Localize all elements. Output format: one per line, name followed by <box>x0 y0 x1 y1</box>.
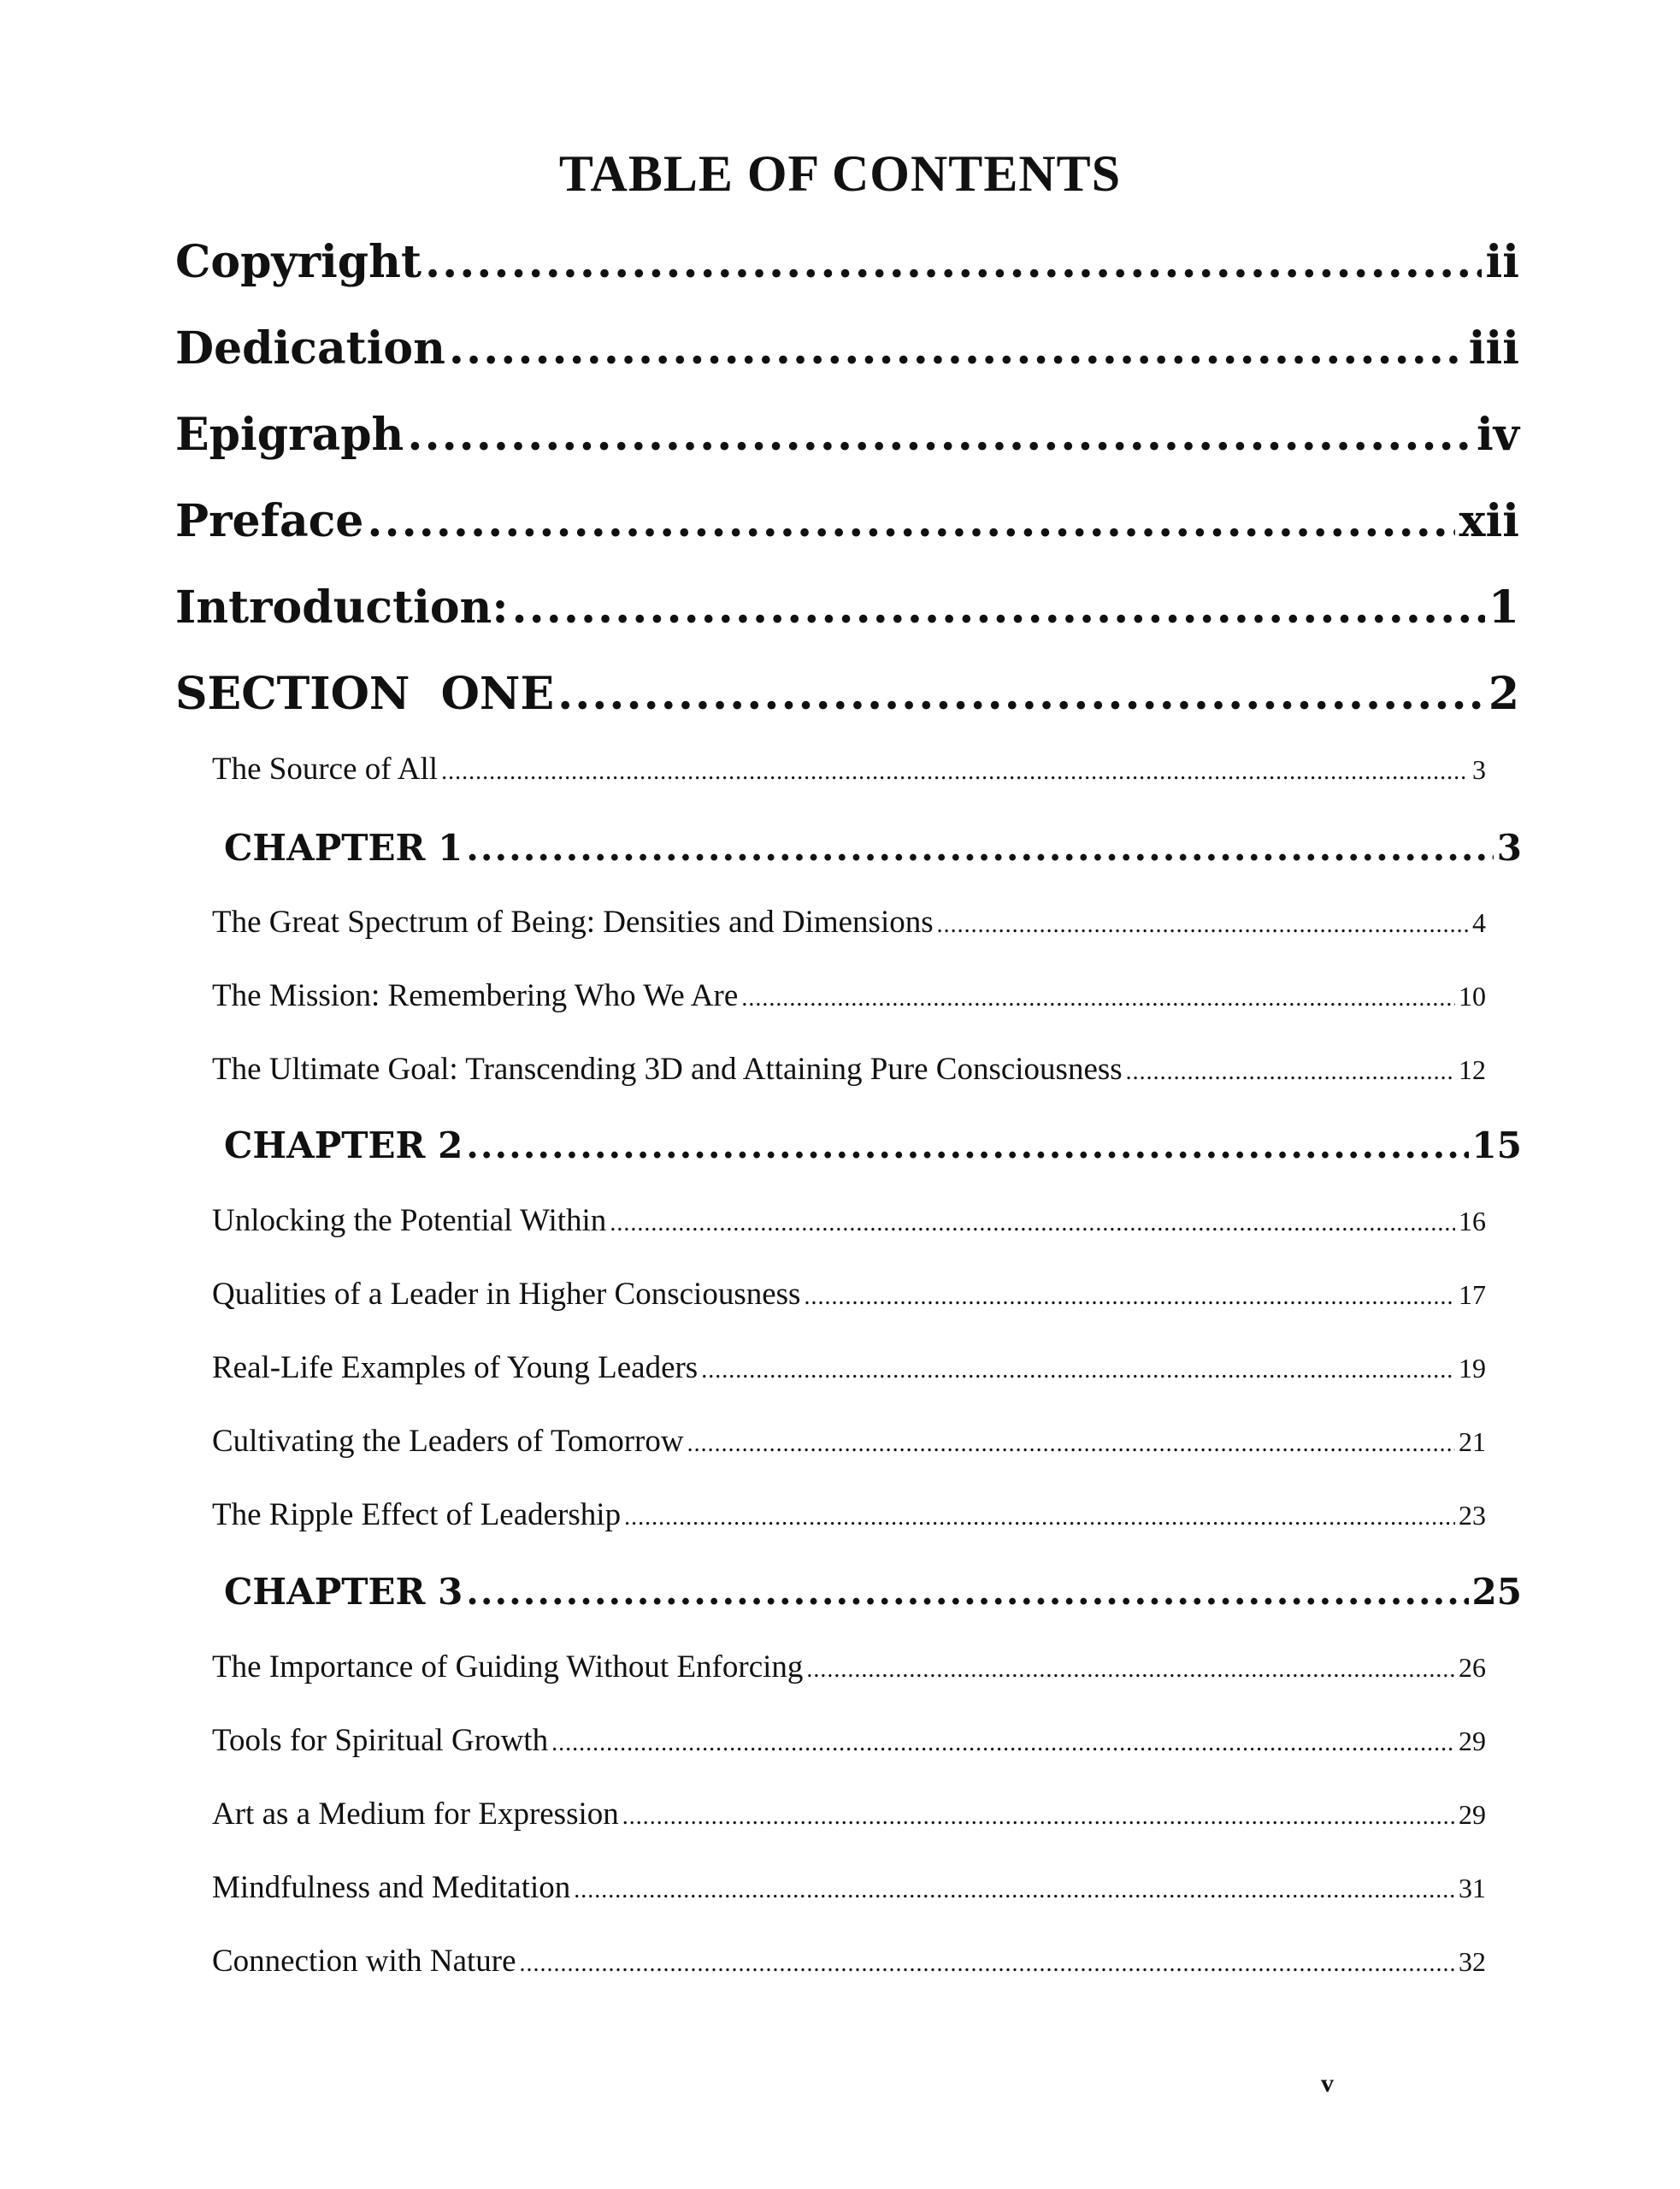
toc-entry-label: Dedication <box>175 322 445 375</box>
toc-entry-ultimate-goal[interactable] <box>212 1050 1486 1092</box>
toc-entry-page: 19 <box>1459 1353 1486 1384</box>
toc-entry-label: The Mission: Remembering Who We Are <box>212 978 739 1013</box>
toc-entry-label: Introduction: <box>175 581 509 634</box>
toc-entry-page: iii <box>1468 322 1519 375</box>
dot-leader <box>806 1650 1455 1690</box>
dot-leader <box>741 979 1455 1018</box>
toc-entry-label: The Great Spectrum of Being: Densities and Dimensions <box>212 905 934 940</box>
page-title: TABLE OF CONTENTS <box>558 145 1122 202</box>
dot-leader <box>804 1277 1455 1317</box>
toc-entry-page: 3 <box>1472 754 1486 785</box>
toc-entry-chapter-2[interactable] <box>224 1123 1522 1169</box>
toc-entry-chapter-1[interactable] <box>224 825 1522 871</box>
toc-entry-dedication[interactable] <box>175 322 1519 376</box>
toc-entry-the-mission[interactable] <box>212 976 1486 1018</box>
toc-entry-page: 16 <box>1459 1206 1486 1236</box>
toc-entry-connection-with-nature[interactable] <box>212 1942 1486 1984</box>
dot-leader <box>407 408 1473 463</box>
toc-entry-page: 2 <box>1488 668 1519 720</box>
toc-entry-label: Real-Life Examples of Young Leaders <box>212 1350 699 1385</box>
toc-entry-great-spectrum[interactable] <box>212 903 1486 945</box>
toc-entry-unlocking-potential[interactable] <box>212 1201 1486 1243</box>
toc-entry-label: CHAPTER 1 <box>224 827 463 869</box>
toc-entry-page: 17 <box>1459 1279 1486 1310</box>
dot-leader <box>1126 1053 1455 1092</box>
toc-entry-page: 12 <box>1459 1054 1486 1085</box>
toc-entry-page: ii <box>1485 236 1519 288</box>
toc-entry-page: 10 <box>1459 981 1486 1012</box>
page-number: v <box>1321 2069 1334 2098</box>
toc-entry-label: The Importance of Guiding Without Enforcing <box>212 1649 804 1685</box>
dot-leader <box>610 1204 1455 1243</box>
toc-entry-label: The Ultimate Goal: Transcending 3D and Attaining Pure Consciousness <box>212 1052 1123 1087</box>
toc-entry-page: xii <box>1459 495 1519 547</box>
toc-entry-label: SECTION ONE <box>175 668 555 720</box>
toc-entry-label: Qualities of a Leader in Higher Consciousness <box>212 1277 801 1312</box>
toc-entry-mindfulness[interactable] <box>212 1868 1486 1910</box>
toc-entry-page: 25 <box>1471 1571 1522 1613</box>
toc-entry-page: iv <box>1477 409 1519 461</box>
toc-entry-source-of-all[interactable] <box>212 750 1486 792</box>
toc-entry-label: The Ripple Effect of Leadership <box>212 1497 622 1532</box>
toc-entry-label: Preface <box>175 495 364 547</box>
toc-entry-page: 31 <box>1459 1873 1486 1903</box>
dot-leader <box>441 752 1469 792</box>
toc-entry-label: Cultivating the Leaders of Tomorrow <box>212 1424 684 1459</box>
toc-entry-page: 29 <box>1459 1799 1486 1830</box>
toc-entry-label: CHAPTER 3 <box>224 1571 463 1613</box>
toc-entry-page: 32 <box>1459 1946 1486 1977</box>
toc-entry-page: 4 <box>1472 907 1486 938</box>
dot-leader <box>466 825 1493 871</box>
toc-entry-epigraph[interactable] <box>175 408 1519 463</box>
dot-leader <box>574 1871 1455 1910</box>
toc-entry-guiding-without-enforcing[interactable] <box>212 1648 1486 1690</box>
toc-entry-section-one[interactable] <box>175 667 1519 722</box>
toc-entry-page: 23 <box>1459 1500 1486 1531</box>
toc-entry-tools-for-growth[interactable] <box>212 1721 1486 1763</box>
toc-entry-page: 3 <box>1496 827 1522 869</box>
toc-entry-page: 21 <box>1459 1426 1486 1457</box>
toc-entry-label: Epigraph <box>175 409 404 461</box>
toc-entry-copyright[interactable] <box>175 235 1519 290</box>
dot-leader <box>937 906 1469 945</box>
dot-leader <box>512 581 1485 635</box>
dot-leader <box>557 667 1485 722</box>
dot-leader <box>701 1351 1455 1390</box>
toc-entry-page: 15 <box>1471 1124 1522 1166</box>
toc-entry-label: CHAPTER 2 <box>224 1124 463 1166</box>
dot-leader <box>367 494 1455 549</box>
toc-entry-label: Tools for Spiritual Growth <box>212 1723 549 1758</box>
toc-entry-chapter-3[interactable] <box>224 1569 1522 1615</box>
dot-leader <box>687 1425 1455 1464</box>
toc-entry-introduction[interactable] <box>175 581 1519 635</box>
toc-entry-page: 26 <box>1459 1652 1486 1683</box>
dot-leader <box>466 1569 1468 1615</box>
dot-leader <box>425 235 1483 290</box>
dot-leader <box>551 1724 1455 1763</box>
dot-leader <box>520 1944 1455 1984</box>
toc-entry-label: The Source of All <box>212 752 439 787</box>
toc-entry-art-as-medium[interactable] <box>212 1795 1486 1837</box>
dot-leader <box>449 322 1465 376</box>
toc-entry-label: Connection with Nature <box>212 1944 516 1979</box>
toc-entry-label: Unlocking the Potential Within <box>212 1203 607 1238</box>
toc-entry-label: Mindfulness and Meditation <box>212 1870 571 1905</box>
dot-leader <box>466 1123 1468 1169</box>
toc-entry-label: Copyright <box>175 236 421 288</box>
toc-entry-real-life-examples[interactable] <box>212 1348 1486 1390</box>
toc-entry-ripple-effect[interactable] <box>212 1496 1486 1537</box>
dot-leader <box>622 1797 1455 1837</box>
toc-entry-page: 1 <box>1488 581 1519 634</box>
toc-entry-preface[interactable] <box>175 494 1519 549</box>
toc-entry-cultivating-leaders[interactable] <box>212 1422 1486 1464</box>
toc-entry-qualities-of-leader[interactable] <box>212 1275 1486 1317</box>
dot-leader <box>624 1498 1455 1537</box>
toc-entry-label: Art as a Medium for Expression <box>212 1797 619 1832</box>
toc-entry-page: 29 <box>1459 1726 1486 1756</box>
